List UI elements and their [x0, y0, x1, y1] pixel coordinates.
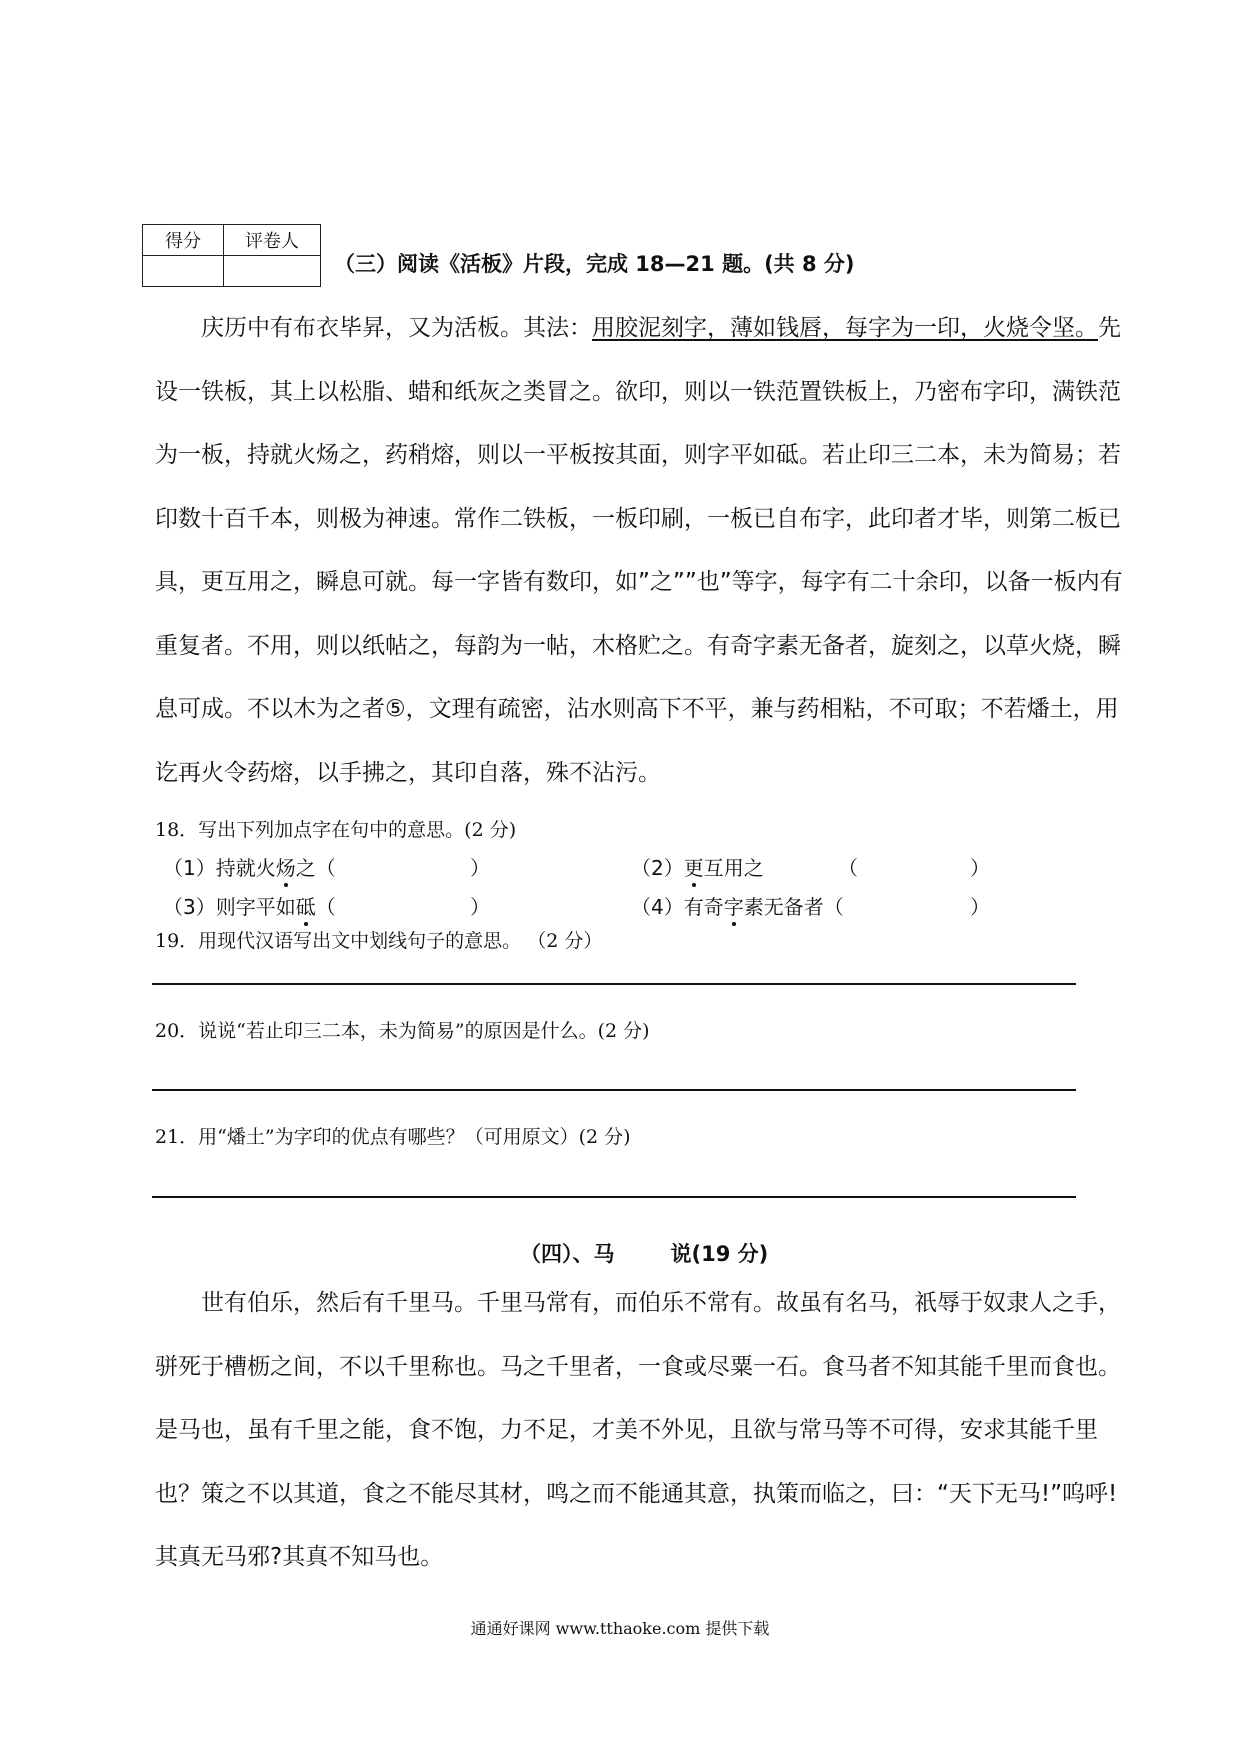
score-label: 得分 [143, 225, 224, 256]
dotted-char: 更 [683, 856, 704, 880]
answer-line-20[interactable] [152, 1089, 1076, 1091]
answer-line-19[interactable] [152, 983, 1076, 985]
dotted-char: 字 [723, 895, 744, 919]
q18-item-3: （3）则字平如砥（ [163, 895, 336, 919]
section-3-passage [155, 297, 1123, 805]
q18-open-2: （ [838, 856, 858, 880]
score-table [142, 224, 321, 287]
passage-start: 庆历中有布衣毕昇，又为活板。其法： [201, 315, 592, 341]
dotted-char: 砥 [295, 895, 316, 919]
grader-cell[interactable] [224, 256, 321, 287]
q18-close-2: ） [970, 856, 990, 880]
passage-text: 世有伯乐，然后有千里马。千里马常有，而伯乐不常有。故虽有名马，祇辱于奴隶人之手，骈死于槽枥之间，不以千里称也。马之千里者，一食或尽粟一石。食马者不知其能千里而食也。是马也，虽有千里之能，食不饱，力不足，才美不外见，且欲与常马等不可得，安求其能千里也？策之不以其道，食之不能尽其材，鸣之而不能通其意，执策而临之，曰：“天下无马!”呜呼!其真无马邪?其真不知马也。 [155, 1290, 1121, 1570]
q18-answer-3[interactable] [360, 891, 470, 917]
q18-item-4: （4）有奇字素无备者（ [631, 895, 844, 919]
underlined-sentence: 用胶泥刻字，薄如钱唇，每字为一印，火烧令坚。 [592, 315, 1098, 341]
answer-line-21[interactable] [152, 1196, 1076, 1198]
q18-item-2: （2）更互用之 [631, 856, 764, 880]
question-19-stem: 19．用现代汉语写出文中划线句子的意思。 （2 分） [155, 930, 603, 952]
dotted-char: 炀 [275, 856, 296, 880]
q18-close-1: ） [470, 856, 490, 880]
grader-label: 评卷人 [224, 225, 321, 256]
footer: 通通好课网 www.tthaoke.com 提供下载 [470, 1619, 770, 1638]
question-21-stem: 21．用“燔土”为字印的优点有哪些？（可用原文）(2 分) [155, 1126, 631, 1148]
score-cell[interactable] [143, 256, 224, 287]
q18-close-4: ） [970, 895, 990, 919]
section-4-heading: （四）、马 说(19 分) [520, 1242, 769, 1266]
q18-answer-4[interactable] [860, 891, 970, 917]
section-3-heading: （三）阅读《活板》片段，完成 18—21 题。(共 8 分) [334, 252, 855, 276]
question-18-stem: 18．写出下列加点字在句中的意思。(2 分) [155, 819, 517, 841]
q18-answer-2[interactable] [860, 852, 970, 878]
question-20-stem: 20．说说“若止印三二本，未为简易”的原因是什么。(2 分) [155, 1020, 650, 1042]
q18-close-3: ） [470, 895, 490, 919]
section-4-passage [155, 1272, 1123, 1590]
passage-rest: 先设一铁板，其上以松脂、蜡和纸灰之类冒之。欲印，则以一铁范置铁板上，乃密布字印，满铁范为一板，持就火炀之，药稍熔，则以一平板按其面，则字平如砥。若止印三二本，未为简易；若印数十百千本，则极为神速。常作二铁板，一板印刷，一板已自布字，此印者才毕，则第二板已具，更互用之，瞬息可就。每一字皆有数印，如”之””也”等字，每字有二十余印，以备一板内有重复者。不用，则以纸帖之，每韵为一帖，木格贮之。有奇字素无备者，旋刻之，以草火烧，瞬息可成。不以木为之者⑤，文理有疏密，沾水则高下不平，兼与药相粘，不可取；不若燔土，用讫再火令药熔，以手拂之，其印自落，殊不沾污。 [155, 315, 1123, 786]
q18-item-1: （1）持就火炀之（ [163, 856, 336, 880]
